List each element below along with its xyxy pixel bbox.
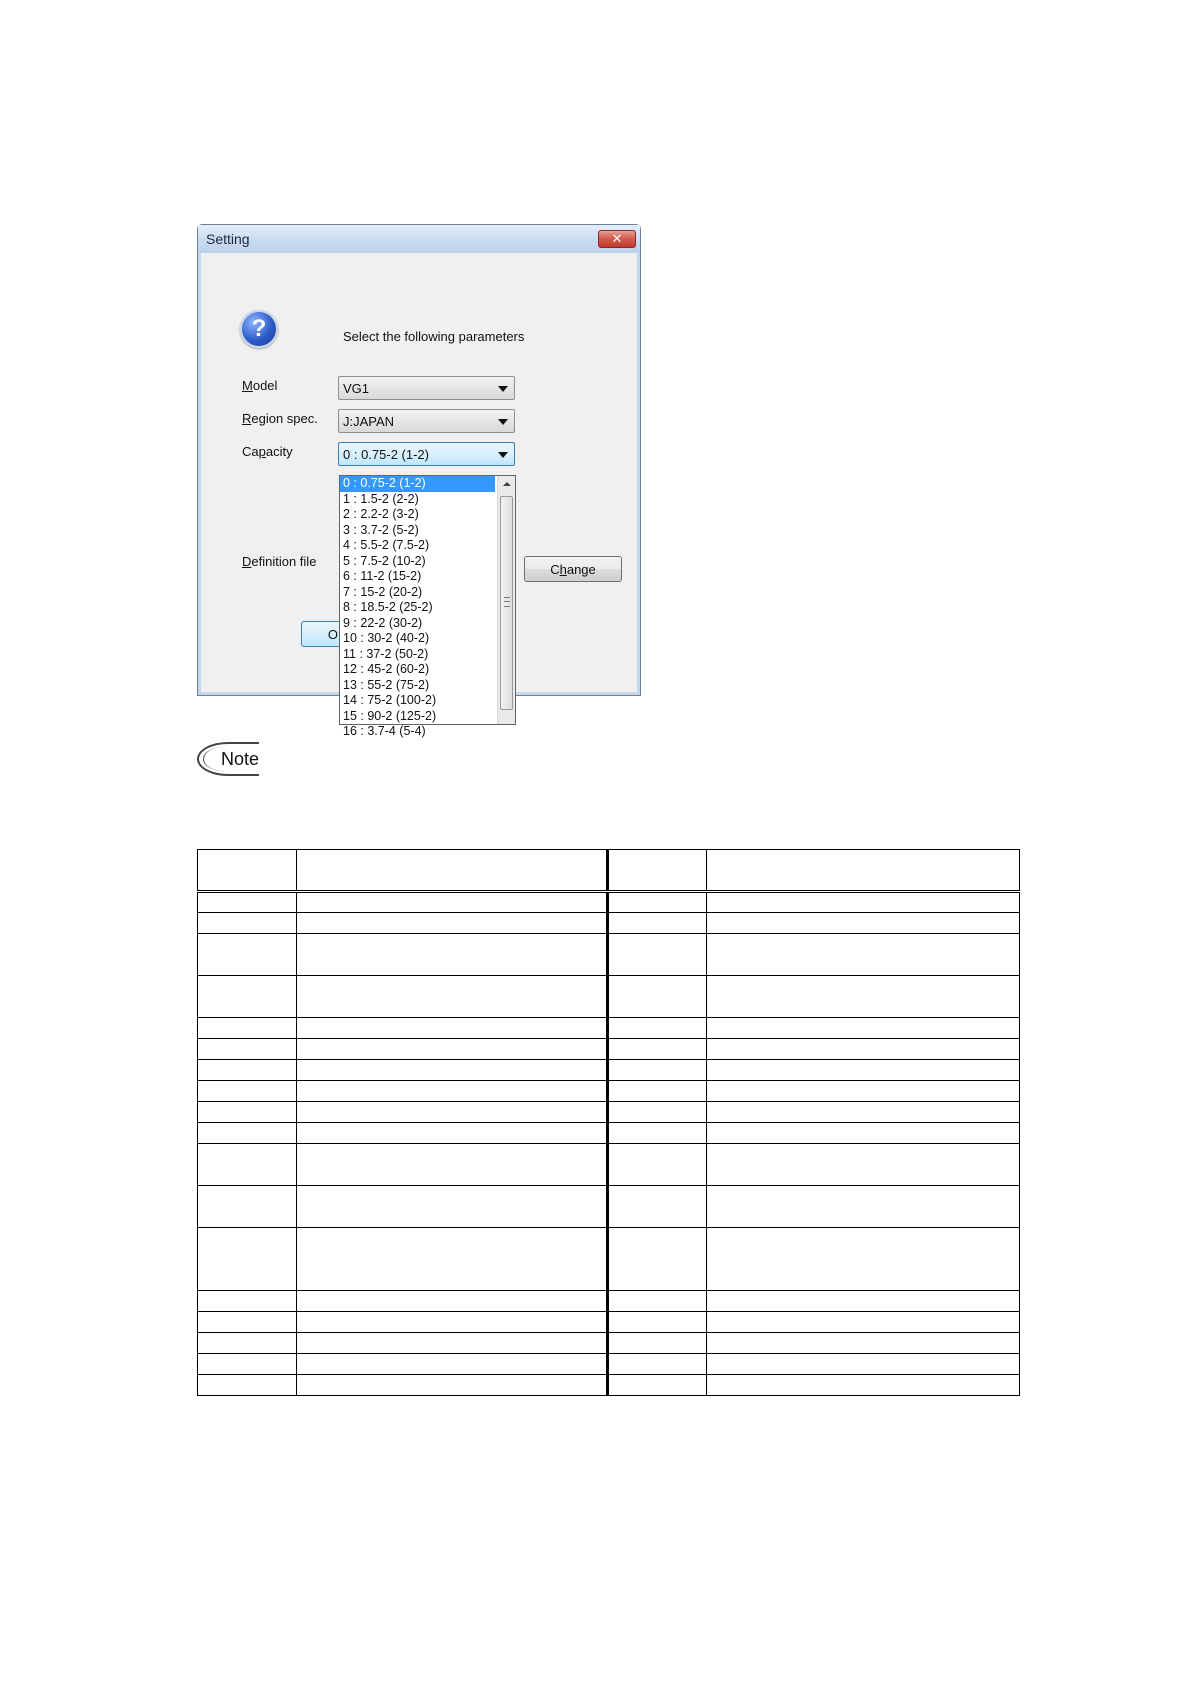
table-cell [296, 1312, 608, 1333]
grip-icon [504, 597, 510, 607]
table-row [198, 1060, 1020, 1081]
dialog-title: Setting [206, 231, 250, 247]
table-cell [707, 1291, 1020, 1312]
table-cell [608, 892, 707, 913]
table-cell [707, 1375, 1020, 1396]
capacity-select[interactable] [338, 442, 515, 466]
table-cell [296, 913, 608, 934]
capacity-value: 0 : 0.75-2 (1-2) [343, 447, 429, 462]
table-cell [296, 1039, 608, 1060]
table-cell [707, 1123, 1020, 1144]
capacity-option[interactable]: 0 : 0.75-2 (1-2) [340, 476, 495, 492]
table-cell [608, 1312, 707, 1333]
table-cell [198, 1018, 297, 1039]
table-cell [296, 1123, 608, 1144]
table-cell [608, 1228, 707, 1291]
question-icon: ? [240, 310, 278, 348]
table-cell [707, 1144, 1020, 1186]
table-row [198, 913, 1020, 934]
table-cell [198, 1060, 297, 1081]
region-label: Region spec. [242, 411, 318, 426]
table-cell [608, 1081, 707, 1102]
close-button[interactable] [598, 230, 636, 248]
table-cell [707, 1186, 1020, 1228]
table-cell [198, 1333, 297, 1354]
capacity-option[interactable]: 8 : 18.5-2 (25-2) [343, 600, 433, 614]
table-cell [608, 934, 707, 976]
note-label: Note [221, 749, 260, 769]
table-cell [608, 1186, 707, 1228]
table-cell [296, 1186, 608, 1228]
ok-button[interactable]: O [301, 621, 341, 647]
table-row [198, 1186, 1020, 1228]
table-cell [608, 1144, 707, 1186]
title-bar[interactable] [198, 225, 640, 254]
table-cell [608, 1102, 707, 1123]
table-row [198, 892, 1020, 913]
table-cell [608, 1375, 707, 1396]
chevron-down-icon [498, 386, 508, 392]
table-cell [296, 850, 608, 892]
model-value: VG1 [343, 381, 370, 396]
table-cell [707, 934, 1020, 976]
close-icon: ✕ [611, 231, 623, 246]
capacity-option[interactable]: 4 : 5.5-2 (7.5-2) [343, 538, 430, 552]
table-row [198, 1312, 1020, 1333]
table-cell [707, 1039, 1020, 1060]
table-cell [296, 1060, 608, 1081]
region-value: J:JAPAN [343, 414, 395, 429]
table-cell [608, 850, 707, 892]
table-cell [198, 1123, 297, 1144]
table-cell [608, 1123, 707, 1144]
table-cell [198, 850, 297, 892]
setting-dialog [197, 224, 641, 738]
table-row [198, 1123, 1020, 1144]
table-cell [707, 850, 1020, 892]
table-cell [608, 1291, 707, 1312]
capacity-option[interactable]: 14 : 75-2 (100-2) [343, 693, 437, 707]
table-cell [608, 1018, 707, 1039]
capacity-label: Capacity [242, 444, 293, 459]
table-row [198, 1333, 1020, 1354]
capacity-option[interactable]: 16 : 3.7-4 (5-4) [343, 724, 426, 738]
definition-file-label: Definition file [242, 554, 317, 569]
table-row [198, 976, 1020, 1018]
table-cell [296, 1102, 608, 1123]
table-cell [198, 913, 297, 934]
table-cell [707, 976, 1020, 1018]
table-row [198, 1375, 1020, 1396]
table-cell [707, 1312, 1020, 1333]
capacity-option[interactable]: 1 : 1.5-2 (2-2) [343, 491, 419, 506]
capacity-option[interactable]: 6 : 11-2 (15-2) [343, 569, 422, 583]
table-row [198, 850, 1020, 892]
table-cell [608, 1060, 707, 1081]
capacity-option[interactable]: 2 : 2.2-2 (3-2) [343, 507, 419, 521]
table-row [198, 1081, 1020, 1102]
table-row [198, 1039, 1020, 1060]
table-cell [608, 913, 707, 934]
model-label: Model [242, 378, 278, 393]
capacity-options [340, 476, 515, 740]
table-cell [198, 934, 297, 976]
table-cell [707, 1018, 1020, 1039]
table-cell [198, 1228, 297, 1291]
table-cell [198, 1375, 297, 1396]
table-row [198, 1144, 1020, 1186]
table-cell [296, 934, 608, 976]
table-cell [707, 1081, 1020, 1102]
dropdown-scrollbar[interactable] [497, 476, 515, 724]
capacity-option[interactable]: 3 : 3.7-2 (5-2) [343, 522, 419, 537]
table-row [198, 1018, 1020, 1039]
table-cell [198, 1102, 297, 1123]
table-cell [296, 1333, 608, 1354]
capacity-option[interactable]: 5 : 7.5-2 (10-2) [343, 553, 426, 568]
scroll-up-icon[interactable] [503, 482, 511, 486]
table-cell [296, 1375, 608, 1396]
table-cell [707, 913, 1020, 934]
capacity-option[interactable]: 15 : 90-2 (125-2) [343, 708, 437, 723]
table-cell [198, 1312, 297, 1333]
capacity-option[interactable]: 10 : 30-2 (40-2) [343, 631, 430, 645]
table-cell [198, 1186, 297, 1228]
table-row [198, 1354, 1020, 1375]
capacity-dropdown-list[interactable] [339, 475, 516, 738]
table-cell [198, 1039, 297, 1060]
table-cell [296, 976, 608, 1018]
parameter-table [197, 849, 1020, 1396]
table-cell [198, 1291, 297, 1312]
prompt-text: Select the following parameters [343, 329, 525, 344]
dialog-body [198, 253, 640, 738]
table-cell [198, 976, 297, 1018]
table-cell [608, 1333, 707, 1354]
table-row [198, 1228, 1020, 1291]
table-cell [296, 1018, 608, 1039]
table-cell [296, 1144, 608, 1186]
change-button[interactable]: C h ange [524, 556, 622, 582]
chevron-down-icon [498, 452, 508, 458]
table-row [198, 1291, 1020, 1312]
scroll-thumb[interactable] [500, 496, 513, 710]
region-select[interactable] [338, 409, 515, 433]
table-cell [707, 892, 1020, 913]
capacity-option[interactable]: 12 : 45-2 (60-2) [343, 662, 430, 676]
table-cell [707, 1333, 1020, 1354]
table-cell [198, 1144, 297, 1186]
table-cell [296, 892, 608, 913]
chevron-down-icon [498, 419, 508, 425]
table-cell [198, 1354, 297, 1375]
capacity-option[interactable]: 9 : 22-2 (30-2) [343, 615, 423, 630]
table-cell [296, 1081, 608, 1102]
table-cell [707, 1228, 1020, 1291]
table-row [198, 934, 1020, 976]
table-cell [296, 1291, 608, 1312]
table-cell [608, 976, 707, 1018]
model-select[interactable] [338, 376, 515, 400]
table-cell [707, 1102, 1020, 1123]
table-cell [296, 1228, 608, 1291]
table-cell [707, 1060, 1020, 1081]
capacity-option[interactable]: 11 : 37-2 (50-2) [343, 646, 429, 661]
table-cell [198, 892, 297, 913]
table-cell [707, 1354, 1020, 1375]
table-cell [296, 1354, 608, 1375]
table-cell [198, 1081, 297, 1102]
capacity-option[interactable]: 7 : 15-2 (20-2) [343, 584, 423, 599]
table-row [198, 1102, 1020, 1123]
table-cell [608, 1039, 707, 1060]
table-cell [608, 1354, 707, 1375]
capacity-option[interactable]: 13 : 55-2 (75-2) [343, 677, 430, 692]
